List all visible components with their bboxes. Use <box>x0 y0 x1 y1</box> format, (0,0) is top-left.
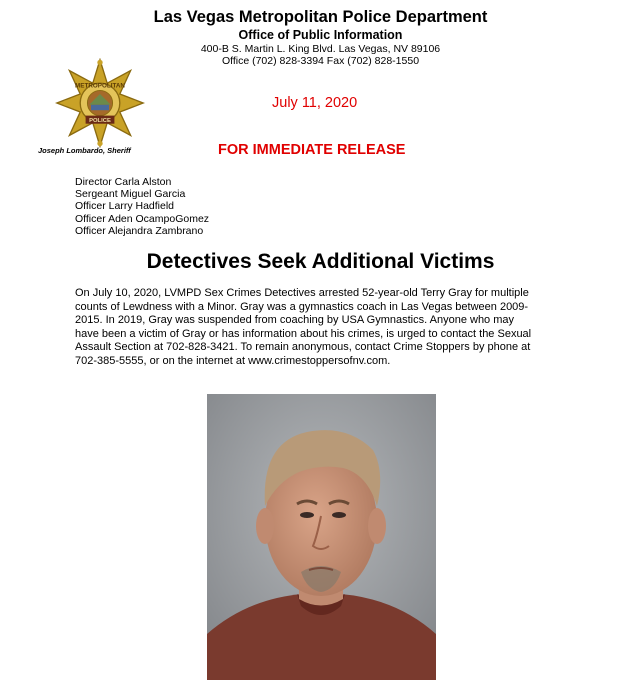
contact-name: Director Carla Alston <box>75 176 172 188</box>
contact-name: Sergeant Miguel Garcia <box>75 188 186 201</box>
body-line: have been a victim of Gray or has information about his crimes, is urged to contact the Sexual <box>75 327 532 340</box>
department-name: Las Vegas Metropolitan Police Department <box>153 8 488 26</box>
body-line: On July 10, 2020, LVMPD Sex Crimes Detectives arrested 52-year-old Terry Gray for multiple <box>75 287 529 299</box>
body-line: Assault Section at 702-828-3421. To remain anonymous, contact Crime Stoppers by phone at <box>75 341 531 354</box>
body-line: 702-385-5555, or on the internet at www.crimestoppersofnv.com. <box>75 354 391 367</box>
release-label: FOR IMMEDIATE RELEASE <box>218 142 406 158</box>
release-date: July 11, 2020 <box>272 95 358 111</box>
body-line: 2015. In 2019, Gray was suspended from coaching by USA Gymnastics. Anyone who may <box>75 314 515 327</box>
headline: Detectives Seek Additional Victims <box>146 250 495 273</box>
badge-text-bottom: POLICE <box>89 117 111 124</box>
contact-name: Officer Aden OcampoGomez <box>75 212 210 225</box>
office-name: Office of Public Information <box>238 28 403 42</box>
sheriff-name: Joseph Lombardo, Sheriff <box>38 146 131 155</box>
badge-text-top: METROPOLITAN <box>75 82 125 90</box>
contact-line: Office (702) 828-3394 Fax (702) 828-1550 <box>221 55 420 67</box>
body-paragraph <box>75 287 571 369</box>
address-line: 400-B S. Martin L. King Blvd. Las Vegas, NV 89106 <box>200 43 441 55</box>
suspect-photo <box>207 394 436 680</box>
police-badge-icon <box>55 58 145 148</box>
body-line: counts of Lewdness with a Minor. Gray was a gymnastics coach in Las Vegas between 2009- <box>75 300 529 313</box>
contact-list <box>75 176 209 237</box>
contact-name: Officer Alejandra Zambrano <box>75 224 204 237</box>
contact-name: Officer Larry Hadfield <box>75 200 175 213</box>
